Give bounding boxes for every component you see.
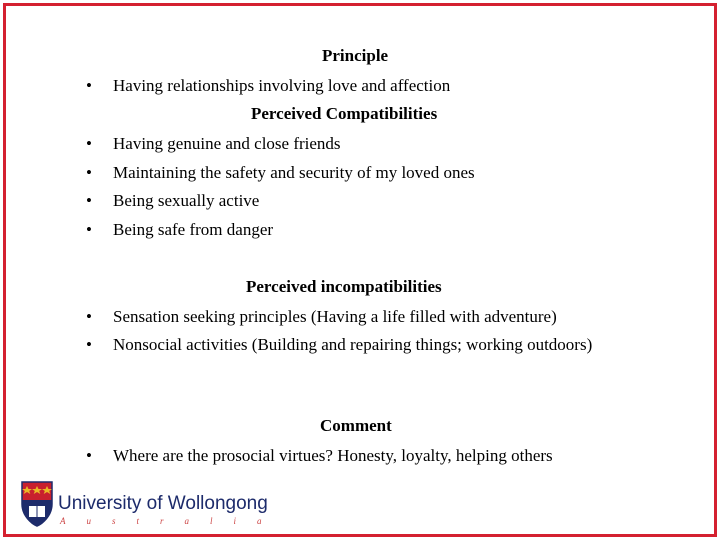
compatibility-item-text: Being sexually active — [113, 191, 260, 210]
bullet-icon: • — [86, 220, 92, 239]
university-crest-icon — [22, 482, 52, 526]
bullet-icon: • — [86, 191, 92, 210]
university-country: Australia — [60, 516, 283, 526]
incompatibility-item-text: Sensation seeking principles (Having a life filled with adventure) — [113, 307, 557, 326]
comment-heading: Comment — [320, 416, 392, 435]
compatibilities-heading: Perceived Compatibilities — [251, 104, 438, 123]
principle-item-text: Having relationships involving love and affection — [113, 76, 451, 95]
compatibility-item-text: Maintaining the safety and security of my loved ones — [113, 163, 475, 182]
compatibility-item-text: Having genuine and close friends — [113, 134, 341, 153]
comment-item-text: Where are the prosocial virtues? Honesty, loyalty, helping others — [113, 446, 553, 465]
principle-heading: Principle — [322, 46, 389, 65]
incompatibilities-heading: Perceived incompatibilities — [246, 277, 442, 296]
incompatibility-item-text: Nonsocial activities (Building and repairing things; working outdoors) — [113, 335, 593, 354]
compatibility-item-text: Being safe from danger — [113, 220, 274, 239]
bullet-icon: • — [86, 335, 92, 354]
bullet-icon: • — [86, 134, 92, 153]
bullet-icon: • — [86, 76, 92, 95]
bullet-icon: • — [86, 307, 92, 326]
bullet-icon: • — [86, 163, 92, 182]
bullet-icon: • — [86, 446, 92, 465]
university-name: University of Wollongong — [58, 493, 268, 514]
